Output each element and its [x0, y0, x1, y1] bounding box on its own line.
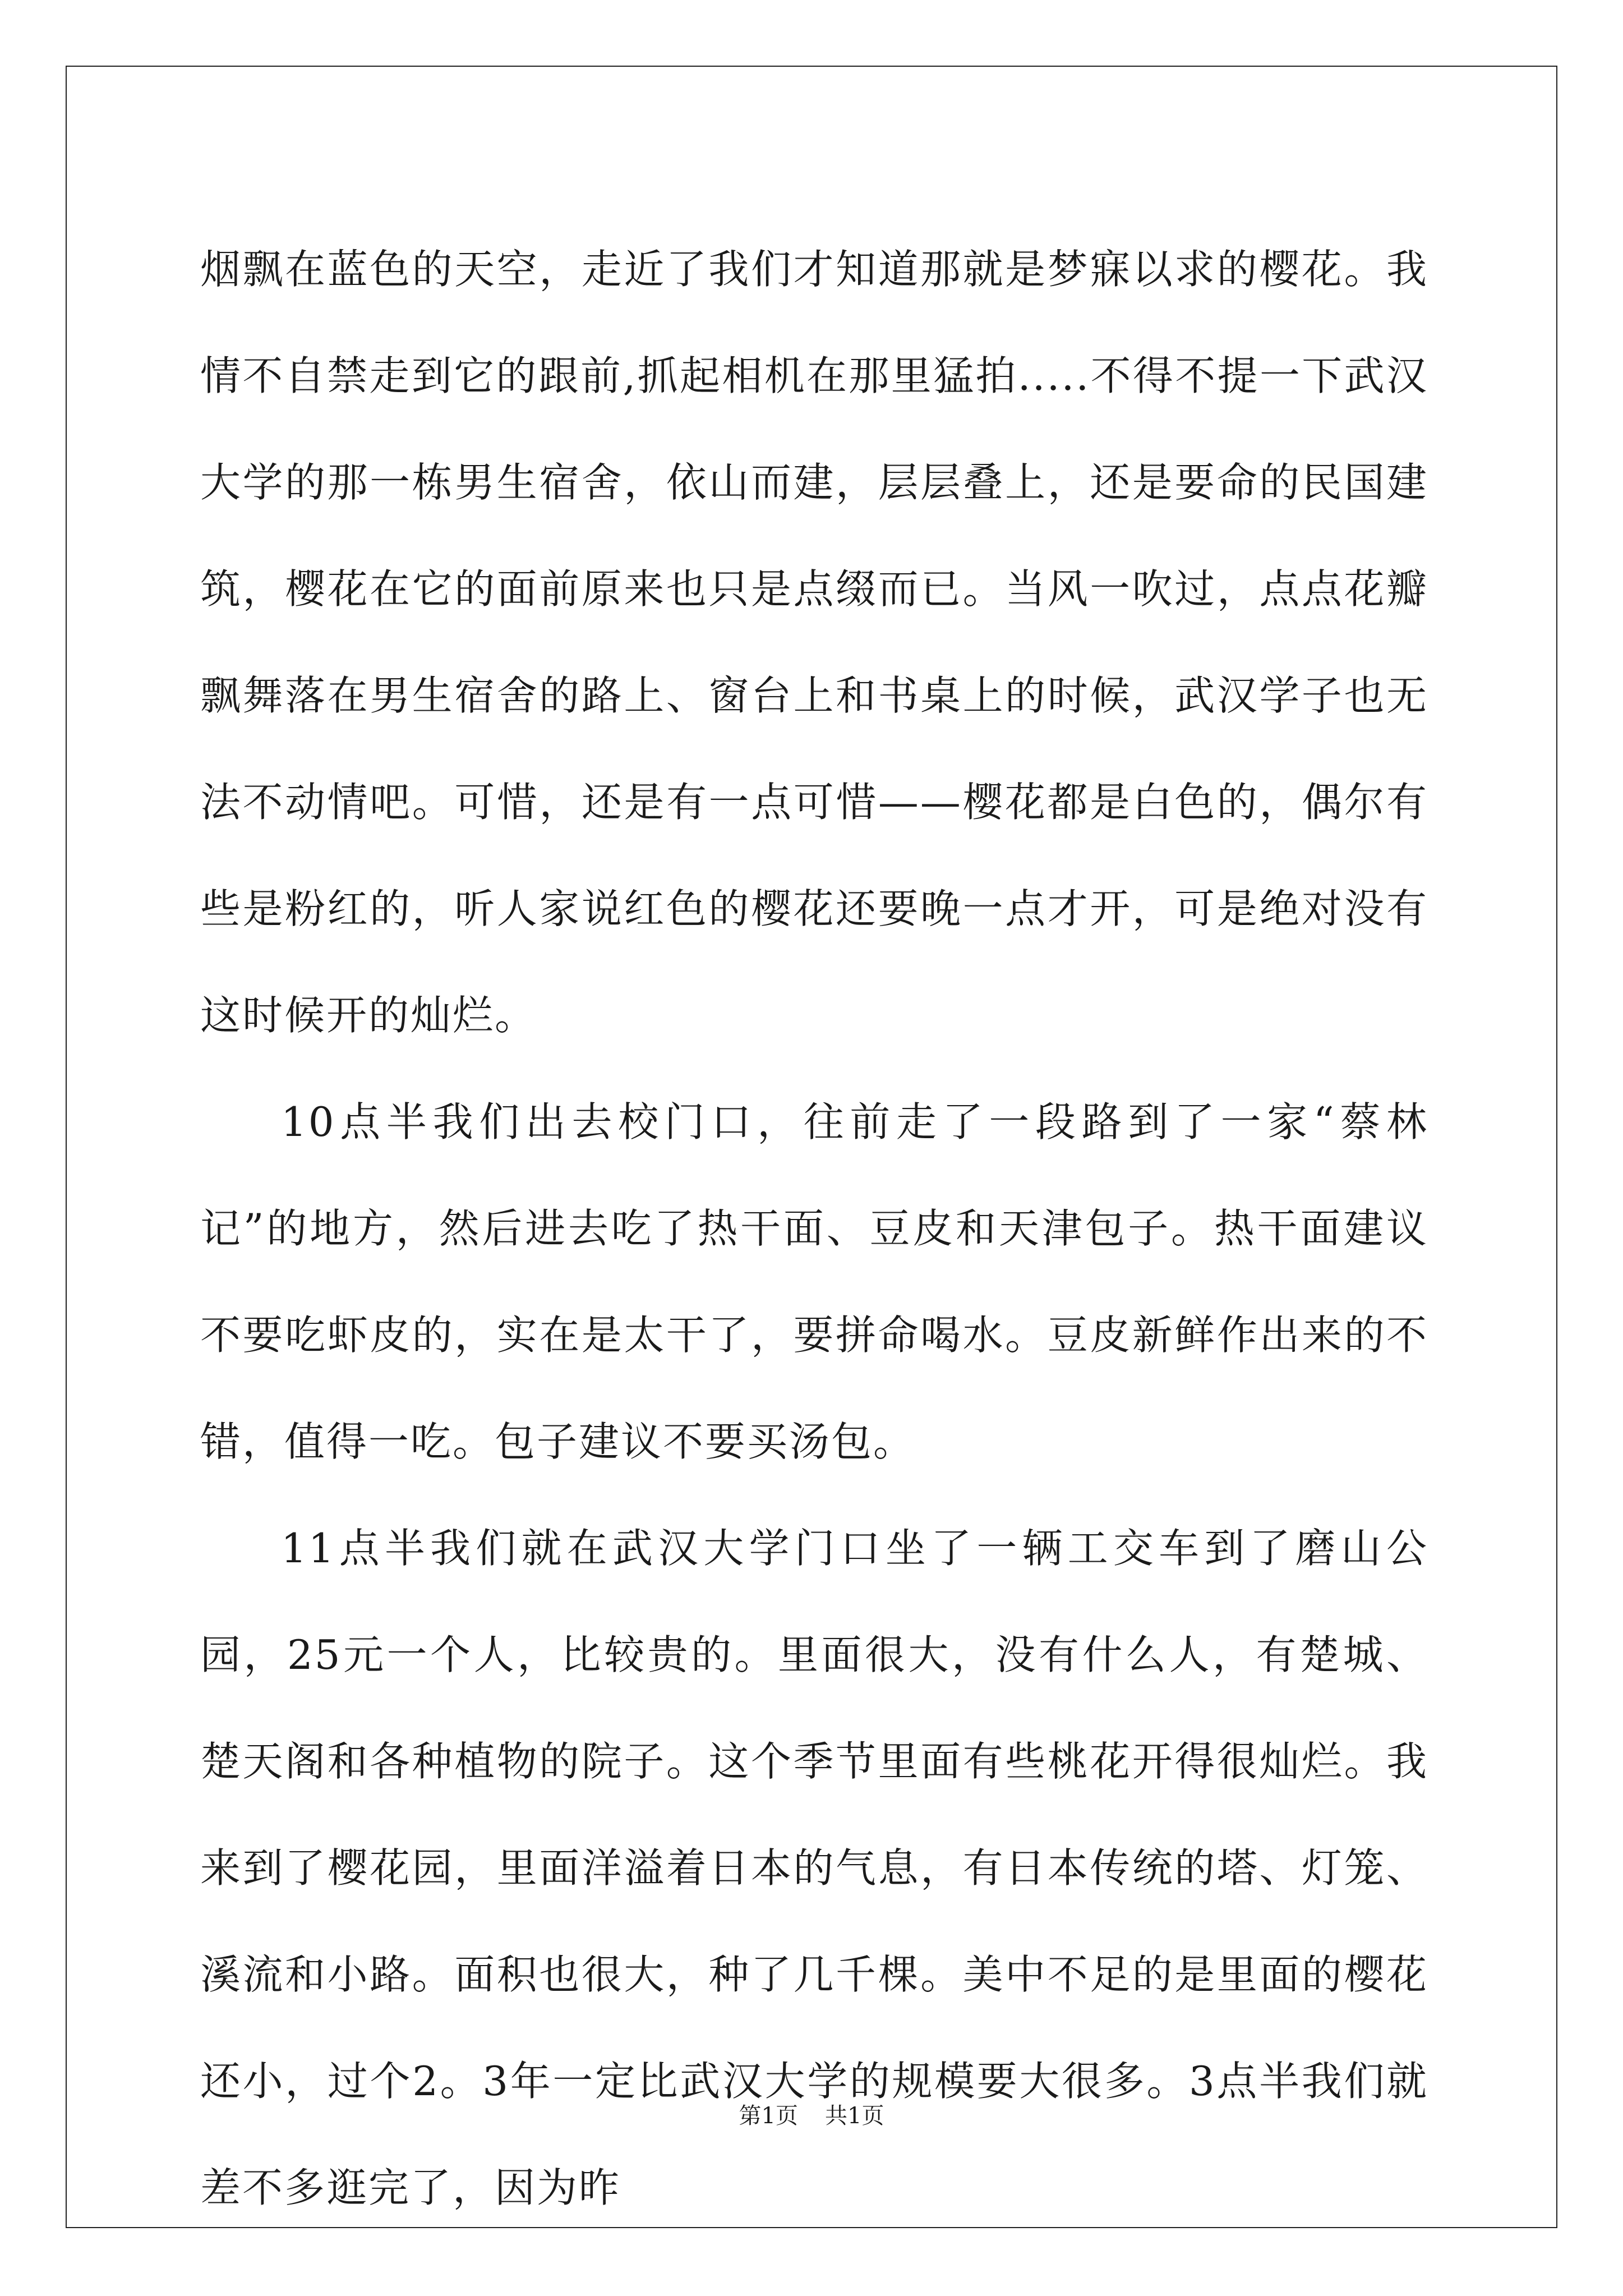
paragraph-3: 11点半我们就在武汉大学门口坐了一辆工交车到了磨山公园，25元一个人，比较贵的。里面很大，没有什么人，有楚城、楚天阁和各种植物的院子。这个季节里面有些桃花开得很灿烂。我来到了樱花园，里面洋溢着日本的气息，有日本传统的塔、灯笼、溪流和小路。面积也很大，种了几千棵。美中不足的是里面的樱花还小，过个2。3年一定比武汉大学的规模要大很多。3点半我们就差不多逛完了，因为昨 — [200, 1525, 1428, 2211]
page-number-current: 第1页 — [739, 2103, 798, 2129]
paragraph-2: 10点半我们出去校门口，往前走了一段路到了一家“蔡林记”的地方，然后进去吃了热干面、豆皮和天津包子。热干面建议不要吃虾皮的，实在是太干了，要拼命喝水。豆皮新鲜作出来的不错，值得一吃。包子建议不要买汤包。 — [200, 1098, 1428, 1465]
page-number-total: 共1页 — [825, 2103, 884, 2129]
page-footer — [0, 2098, 1623, 2130]
paragraph-1: 烟飘在蓝色的天空，走近了我们才知道那就是梦寐以求的樱花。我情不自禁走到它的跟前,抓起相机在那里猛拍.....不得不提一下武汉大学的那一栋男生宿舍，依山而建，层层叠上，还是要命的民国建筑，樱花在它的面前原来也只是点缀而已。当风一吹过，点点花瓣飘舞落在男生宿舍的路上、窗台上和书桌上的时候，武汉学子也无法不动情吧。可惜，还是有一点可惜——樱花都是白色的，偶尔有些是粉红的，听人家说红色的樱花还要晚一点才开，可是绝对没有这时候开的灿烂。 — [200, 246, 1428, 1039]
document-body — [200, 216, 1428, 2241]
